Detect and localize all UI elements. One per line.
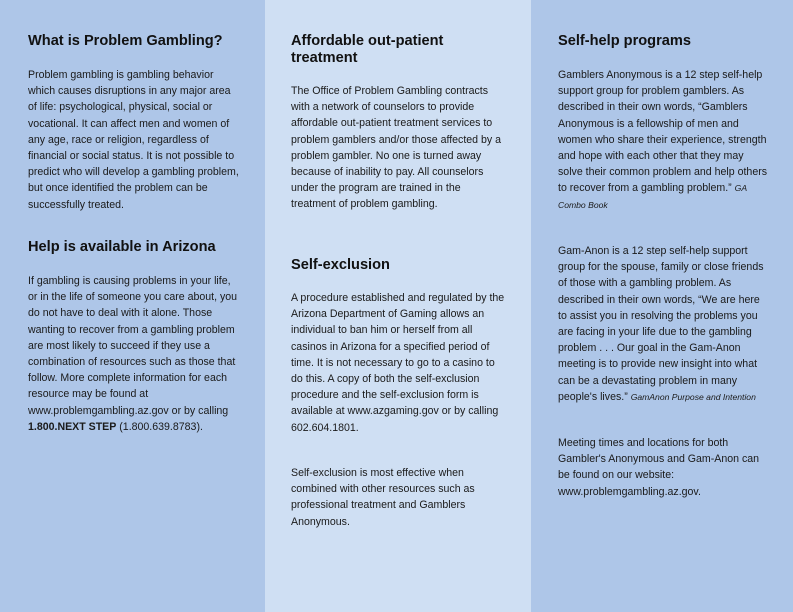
paragraph-meeting-info: Meeting times and locations for both Gambler's Anonymous and Gam-Anon can be found on our website: www.problemgambling.az.gov. bbox=[558, 437, 760, 498]
paragraph-gamblers-anonymous bbox=[558, 67, 770, 213]
heading-help-available: Help is available in Arizona bbox=[28, 239, 216, 255]
help-text: If gambling is causing problems in your life, or in the life of someone you care about, you do not have to deal with it alone. Those wanting to recover from a gambling problem are most likely to succeed if they use a combination of resources such as those that follow. More complete information for each resource may be found at www.problemgambling.az.gov or by calling bbox=[28, 275, 238, 417]
heading-self-exclusion: Self-exclusion bbox=[291, 257, 390, 273]
panel-middle bbox=[265, 0, 531, 612]
ga-text: Gamblers Anonymous is a 12 step self-help support group for problem gamblers. As described in their own words, “Gamblers Anonymous is a fellowship of men and women who share their experience, strength and hope with each other that they may solve their common problem and help others to recover from a gambling problem.” bbox=[558, 69, 768, 195]
helpline-number: 1.800.NEXT STEP bbox=[28, 420, 117, 433]
panel-right bbox=[531, 0, 793, 612]
paragraph-self-exclusion-procedure: A procedure established and regulated by the Arizona Department of Gaming allows an individual to ban him or herself from all casinos in Arizona for a specified period of time. It is not necessary to go to a casino to do this. A copy of both the self-exclusion procedure and the self-exclusion form is available at www.azgaming.gov or by calling 602.604.1801. bbox=[291, 292, 505, 434]
ganon-citation: GamAnon Purpose and Intention bbox=[630, 391, 756, 402]
ga-citation: GA Combo Book bbox=[558, 183, 747, 210]
heading-what-is-problem-gambling: What is Problem Gambling? bbox=[28, 33, 223, 49]
paragraph-problem-gambling-definition: Problem gambling is gambling behavior which causes disruptions in any major area of life: psychological, physical, social or vocational. It can affect men and women of any age, race or religion, regardless of financial or social status. It is not possible to predict who will develop a gambling problem, but once identified the problem can be successfully treated. bbox=[28, 69, 239, 211]
paragraph-gam-anon bbox=[558, 243, 770, 405]
paragraph-help-available bbox=[28, 273, 240, 435]
ganon-text: Gam-Anon is a 12 step self-help support group for the spouse, family or close friends of those with a gambling problem. As described in their own words, “We are here to assist you in resolving the problems you are facing in your life due to the gambling problem . . . Our goal in the Gam-Anon meeting is to provide new insight into what can be a devastating problem in many people's lives.” bbox=[558, 245, 764, 403]
heading-self-help-programs: Self-help programs bbox=[558, 33, 691, 49]
panel-left bbox=[0, 0, 265, 612]
helpline-digits: (1.800.639.8783). bbox=[116, 420, 203, 433]
paragraph-self-exclusion-effective: Self-exclusion is most effective when combined with other resources such as professional treatment and Gamblers Anonymous. bbox=[291, 467, 475, 528]
paragraph-outpatient-treatment: The Office of Problem Gambling contracts with a network of counselors to provide affordable out-patient treatment services to problem gamblers and/or those affected by a problem gambler. No one is turned away because of inability to pay. All counselors under the program are trained in the treatment of problem gambling. bbox=[291, 85, 502, 211]
heading-outpatient-treatment: Affordable out-patient treatment bbox=[291, 33, 444, 66]
